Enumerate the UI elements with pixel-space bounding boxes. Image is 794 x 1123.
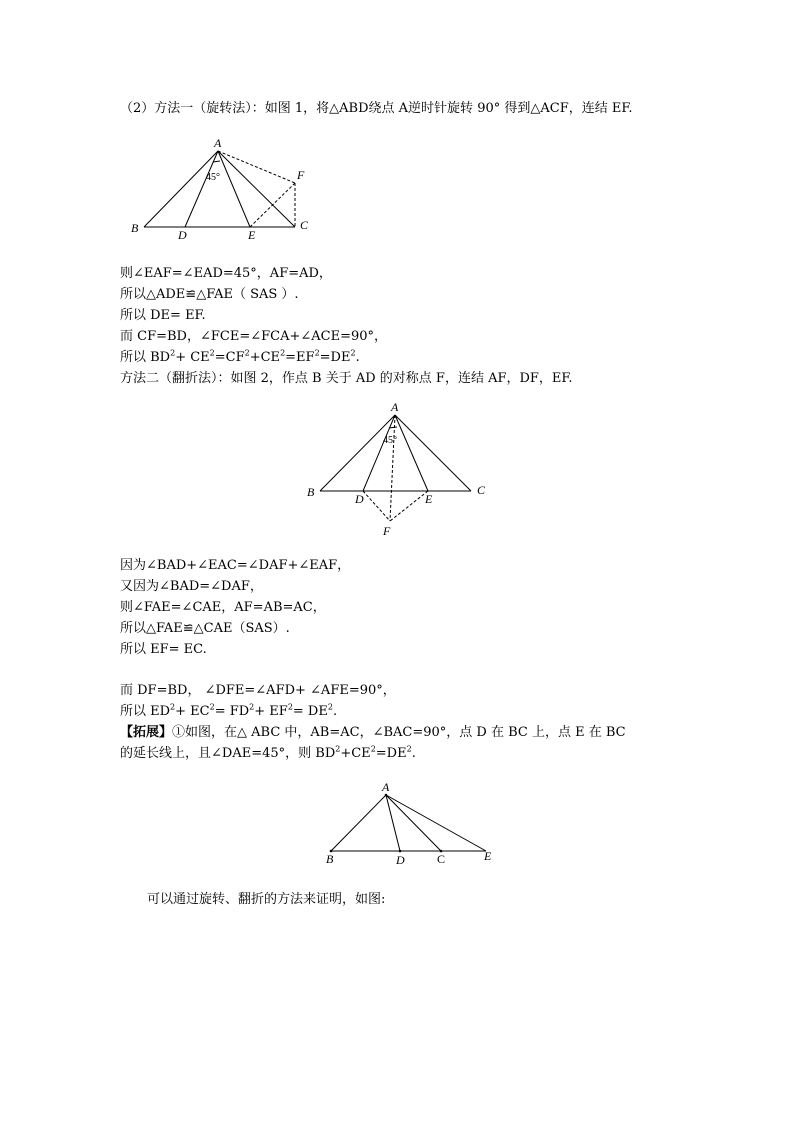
line-3: 所以△ADE≌△FAE（ SAS ）. [120,287,299,302]
fig1-label-C: C [300,218,309,232]
fig2-label-F: F [383,524,391,538]
fig1-label-F: F [297,168,305,182]
fig2-label-E: E [425,492,433,506]
line-8: 因为∠BAD+∠EAC=∠DAF+∠EAF， [120,558,351,573]
line-9: 又因为∠BAD=∠DAF， [120,579,263,594]
fig3-label-B: B [326,852,334,866]
fig1-angle-label: 45° [206,172,220,183]
line-2: 则∠EAF=∠EAD=45°，AF=AD， [120,266,332,281]
line-extension: 【拓展】①如图，在△ ABC 中，AB=AC，∠BAC=90°，点 D 在 BC 上，点 E 在 BC [120,725,626,740]
fig3-label-A: A [382,780,390,794]
line-17: 可以通过旋转、翻折的方法来证明，如图: [147,892,386,907]
fig2-label-C: C [477,483,486,497]
line-6: 所以 $BD^2+ CE^2=CF^2+CE^2=EF^2=DE^2$. [120,348,360,365]
line-12: 所以 EF= EC. [120,642,207,657]
line-14: 所以 $ED^2+ EC^2= FD^2+ EF^2= DE^2$. [120,702,338,719]
fig2-angle-label: 45° [383,435,397,446]
fig2-label-A: A [391,400,399,414]
fig1-label-A: A [214,136,222,150]
fig1-label-E: E [248,228,256,242]
fig1-label-D: D [178,228,187,242]
fig2-label-D: D [355,492,364,506]
line-16: 的延长线上，且∠DAE=45°，则 $BD^2+CE^2=DE^2$. [120,744,416,761]
fig2-label-B: B [307,485,315,499]
fig3-label-C: C [437,852,446,866]
line-5: 而 CF=BD，∠FCE=∠FCA+∠ACE=90°， [120,329,388,344]
line-method1: （2）方法一（旋转法）：如图 1，将△ABD绕点 A逆时针旋转 90° 得到△ACF，连结 EF. [120,101,633,116]
line-10: 则∠FAE=∠CAE，AF=AB=AC， [120,600,326,615]
line-4: 所以 DE= EF. [120,308,206,323]
fig3-label-E: E [484,849,492,863]
line-method2: 方法二（翻折法）：如图 2，作点 B 关于 AD 的对称点 F，连结 AF，DF，EF. [120,371,573,386]
line-13: 而 DF=BD， ∠DFE=∠AFD+ ∠AFE=90°， [120,683,396,698]
fig3-label-D: D [396,853,405,867]
fig1-label-B: B [131,221,139,235]
line-11: 所以△FAE≌△CAE（SAS）. [120,621,290,636]
